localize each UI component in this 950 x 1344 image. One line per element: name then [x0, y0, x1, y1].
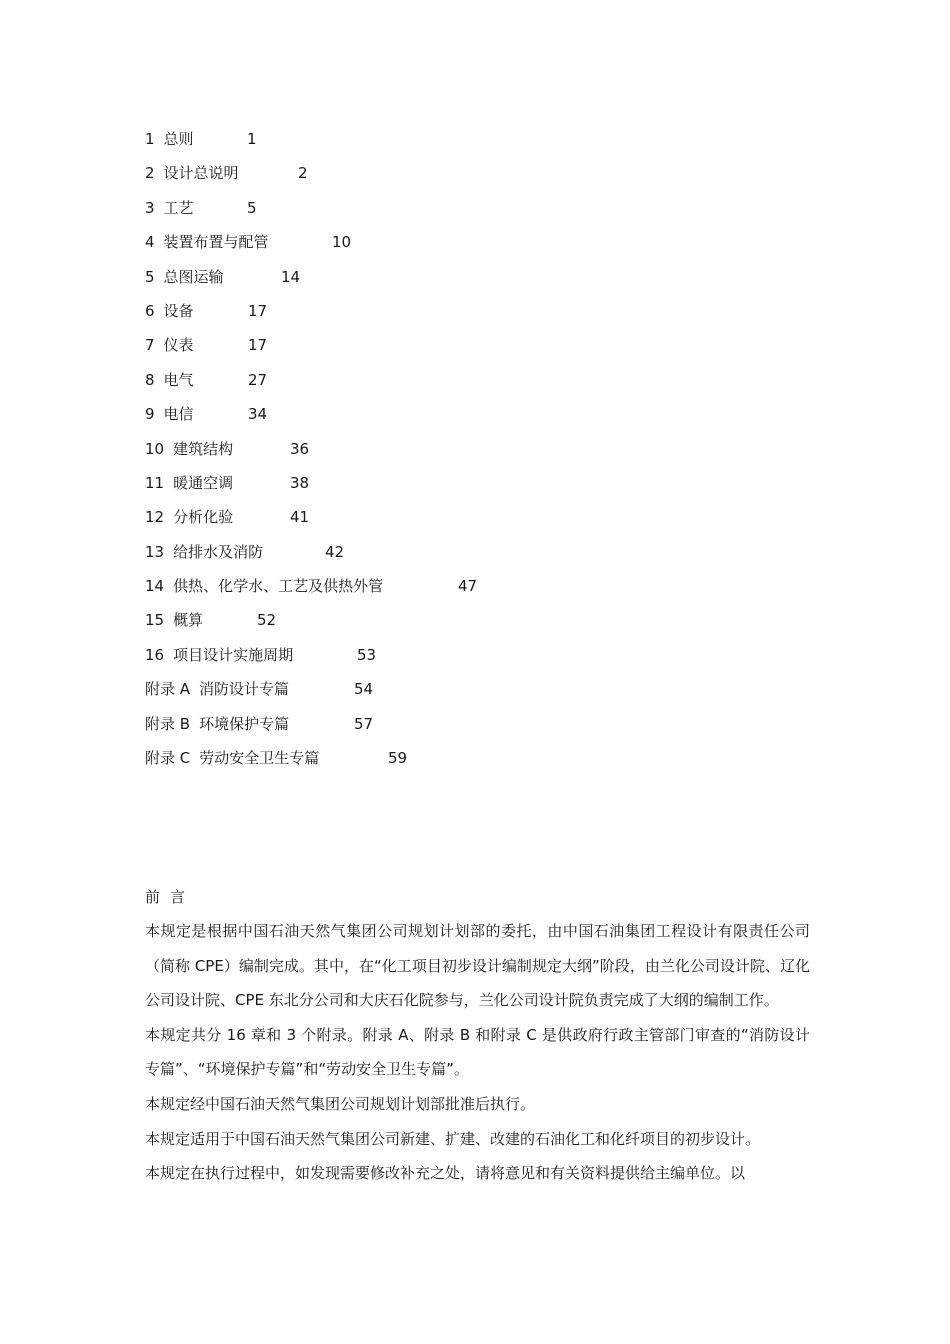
toc-chapter-title: 供热、化学水、工艺及供热外管: [173, 577, 384, 596]
preface-paragraph: 本规定经中国石油天然气集团公司规划计划部批准后执行。: [145, 1094, 536, 1113]
toc-chapter-number: 15: [145, 611, 165, 630]
toc-chapter-number: 9: [145, 405, 155, 424]
toc-chapter-title: 装置布置与配管: [163, 233, 269, 252]
toc-chapter-number: 4: [145, 233, 155, 252]
toc-page-number: 10: [332, 233, 352, 252]
toc-page-number: 47: [458, 577, 478, 596]
toc-page-number: 1: [247, 130, 257, 148]
toc-entry[interactable]: [145, 397, 745, 431]
toc-chapter-number: 1: [145, 130, 155, 148]
toc-entry[interactable]: [145, 156, 745, 190]
toc-chapter-number: 附录 A: [145, 680, 191, 699]
toc-chapter-title: 项目设计实施周期: [173, 645, 294, 664]
toc-page-number: 53: [357, 645, 377, 664]
toc-chapter-number: 16: [145, 645, 165, 664]
toc-page-number: 57: [354, 714, 374, 733]
toc-chapter-number: 10: [145, 439, 165, 458]
toc-chapter-title: 建筑结构: [173, 439, 234, 458]
preface-heading: 前言: [145, 888, 196, 906]
toc-page-number: 41: [290, 508, 310, 527]
toc-chapter-title: 电信: [163, 405, 194, 424]
toc-entry[interactable]: [145, 294, 745, 328]
table-of-contents: [145, 122, 745, 775]
toc-entry[interactable]: [145, 260, 745, 294]
toc-page-number: 38: [290, 473, 310, 492]
toc-entry[interactable]: [145, 328, 745, 362]
preface-paragraph: 本规定在执行过程中，如发现需要修改补充之处，请将意见和有关资料提供给主编单位。以: [145, 1164, 746, 1183]
toc-chapter-number: 附录 C: [145, 749, 191, 768]
toc-chapter-title: 劳动安全卫生专篇: [199, 749, 320, 768]
toc-chapter-number: 附录 B: [145, 714, 191, 733]
toc-page-number: 5: [247, 198, 257, 217]
toc-chapter-number: 7: [145, 336, 155, 355]
toc-page-number: 36: [290, 439, 310, 458]
toc-page-number: 17: [248, 336, 268, 355]
preface-section: [145, 880, 810, 1191]
toc-chapter-title: 概算: [173, 611, 204, 630]
toc-chapter-title: 工艺: [163, 198, 194, 217]
toc-entry[interactable]: [145, 638, 745, 672]
toc-entry[interactable]: [145, 672, 745, 706]
toc-chapter-title: 给排水及消防: [173, 542, 264, 561]
toc-entry[interactable]: [145, 225, 745, 259]
preface-paragraph: 本规定适用于中国石油天然气集团公司新建、扩建、改建的石油化工和化纤项目的初步设计。: [145, 1129, 761, 1148]
toc-chapter-number: 13: [145, 542, 165, 561]
toc-chapter-number: 11: [145, 473, 165, 492]
toc-entry[interactable]: [145, 363, 745, 397]
toc-chapter-number: 14: [145, 577, 165, 596]
toc-entry[interactable]: [145, 122, 745, 156]
toc-entry[interactable]: [145, 466, 745, 500]
toc-page-number: 59: [388, 749, 408, 768]
toc-page-number: 52: [257, 611, 277, 630]
toc-chapter-number: 12: [145, 508, 165, 527]
toc-chapter-number: 6: [145, 301, 155, 320]
toc-chapter-title: 环境保护专篇: [199, 714, 290, 733]
toc-page-number: 2: [298, 164, 308, 183]
toc-chapter-title: 分析化验: [173, 508, 234, 527]
toc-entry[interactable]: [145, 500, 745, 534]
toc-page-number: 14: [281, 267, 301, 286]
toc-entry[interactable]: [145, 535, 745, 569]
toc-entry[interactable]: [145, 603, 745, 637]
toc-page-number: 17: [248, 301, 268, 320]
toc-chapter-number: 5: [145, 267, 155, 286]
toc-chapter-title: 设备: [163, 301, 194, 320]
toc-page-number: 42: [325, 542, 345, 561]
toc-chapter-title: 电气: [163, 370, 194, 389]
toc-chapter-title: 暖通空调: [173, 473, 234, 492]
toc-chapter-number: 8: [145, 370, 155, 389]
toc-entry[interactable]: [145, 741, 745, 775]
toc-page-number: 34: [248, 405, 268, 424]
toc-chapter-title: 消防设计专篇: [199, 680, 290, 699]
toc-entry[interactable]: [145, 191, 745, 225]
toc-entry[interactable]: [145, 707, 745, 741]
preface-paragraph: 本规定共分 16 章和 3 个附录。附录 A、附录 B 和附录 C 是供政府行政主管部门审查的“消防设计专篇”、“环境保护专篇”和“劳动安全卫生专篇”。: [145, 1025, 810, 1079]
preface-paragraph: 本规定是根据中国石油天然气集团公司规划计划部的委托，由中国石油集团工程设计有限责任公司（简称 CPE）编制完成。其中，在“化工项目初步设计编制规定大纲”阶段，由兰化公司设计院、辽化公司设计院、CPE 东北分公司和大庆石化院参与，兰化公司设计院负责完成了大纲的编制工作。: [145, 922, 810, 1010]
toc-chapter-title: 仪表: [163, 336, 194, 355]
toc-chapter-title: 设计总说明: [163, 164, 239, 183]
toc-entry[interactable]: [145, 432, 745, 466]
toc-chapter-number: 3: [145, 198, 155, 217]
toc-entry[interactable]: [145, 569, 745, 603]
toc-page-number: 54: [354, 680, 374, 699]
toc-chapter-title: 总图运输: [163, 267, 224, 286]
toc-page-number: 27: [248, 370, 268, 389]
toc-chapter-number: 2: [145, 164, 155, 183]
toc-chapter-title: 总则: [163, 130, 194, 148]
